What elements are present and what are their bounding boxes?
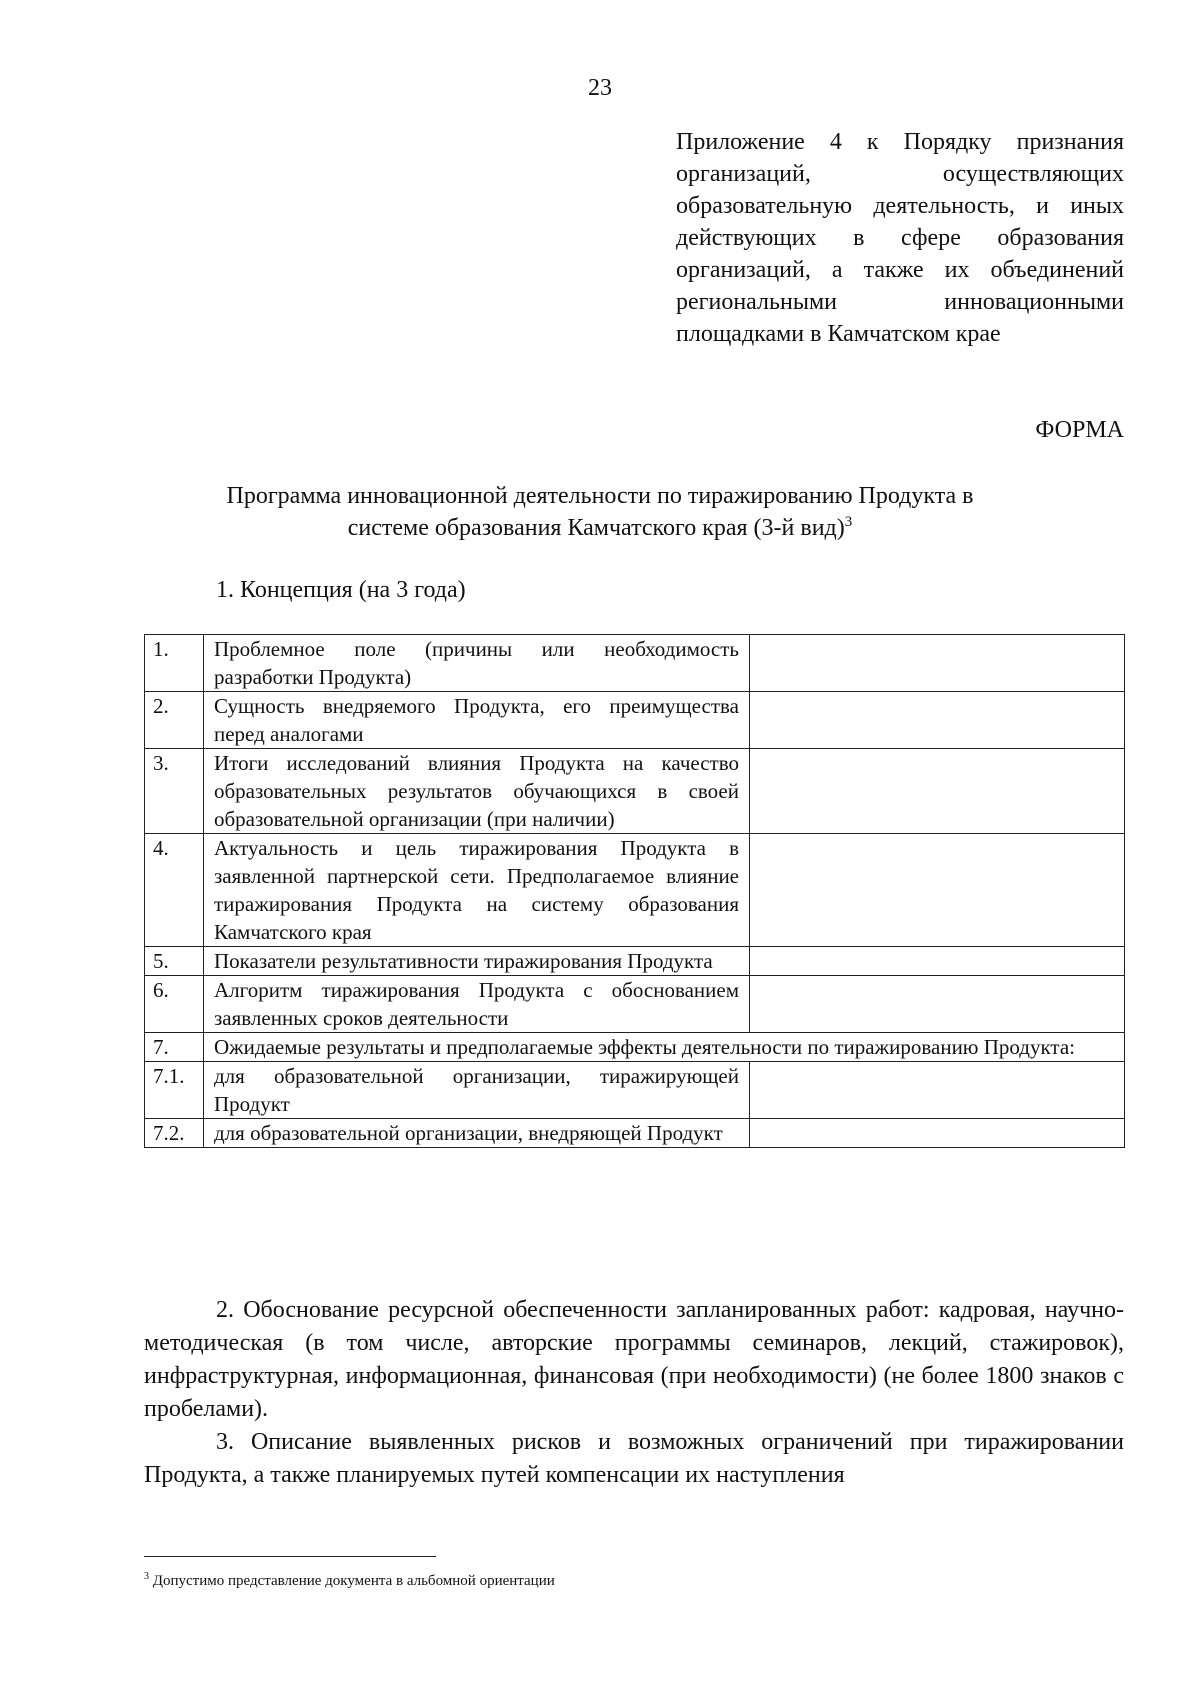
row-text: Проблемное поле (причины или необходимость разработки Продукта) [204,635,750,692]
row-text: Итоги исследований влияния Продукта на качество образовательных результатов обучающихся в своей образовательной организации (при наличии) [204,749,750,834]
row-number: 3. [145,749,204,834]
footnote [144,1567,555,1591]
form-label: ФОРМА [1035,417,1124,443]
title-line-2 [150,512,1050,544]
page-number: 23 [588,75,612,101]
row-value-cell[interactable] [750,692,1125,749]
table-row [145,947,1125,976]
concept-table-body [145,635,1125,1148]
row-value-cell[interactable] [750,635,1125,692]
row-value-cell[interactable] [750,1062,1125,1119]
table-subrow [145,1119,1125,1148]
row-value-cell[interactable] [750,976,1125,1033]
table-row [145,1033,1125,1062]
row-number: 7.2. [145,1119,204,1148]
footnote-text: Допустимо представление документа в альбомной ориентации [149,1573,555,1589]
table-row [145,749,1125,834]
table-row [145,834,1125,947]
appendix-note: Приложение 4 к Порядку признания организаций, осуществляющих образовательную деятельность, и иных действующих в сфере образования организаций, а также их объединений региональными инновационными площадками в Камчатском крае [676,129,1124,347]
row-text: для образовательной организации, тиражирующей Продукт [204,1062,750,1119]
body-text [144,1294,1124,1492]
row-number: 7.1. [145,1062,204,1119]
row-number: 5. [145,947,204,976]
document-title [150,480,1050,544]
row-number: 7. [145,1033,204,1062]
row-value-cell[interactable] [750,834,1125,947]
paragraph-2: 2. Обоснование ресурсной обеспеченности запланированных работ: кадровая, научно-методическая (в том числе, авторские программы семинаров, лекций, стажировок), инфраструктурная, информационная, финансовая (при необходимости) (не более 1800 знаков с пробелами). [144,1297,1124,1422]
table-row [145,635,1125,692]
footnote-rule [144,1556,436,1557]
row-text: Ожидаемые результаты и предполагаемые эффекты деятельности по тиражированию Продукта: [204,1033,1125,1062]
row-value-cell[interactable] [750,749,1125,834]
footnote-mark: 3 [144,1571,149,1582]
row-number: 6. [145,976,204,1033]
paragraph-3: 3. Описание выявленных рисков и возможных ограничений при тиражировании Продукта, а также планируемых путей компенсации их наступления [144,1429,1124,1488]
row-number: 1. [145,635,204,692]
table-subrow [145,1062,1125,1119]
title-footnote-mark: 3 [844,514,853,530]
section-1-heading: 1. Концепция (на 3 года) [216,577,466,603]
row-value-cell[interactable] [750,1119,1125,1148]
row-number: 4. [145,834,204,947]
row-text: Алгоритм тиражирования Продукта с обоснованием заявленных сроков деятельности [204,976,750,1033]
row-text: Сущность внедряемого Продукта, его преимущества перед аналогами [204,692,750,749]
table-row [145,692,1125,749]
title-line-1: Программа инновационной деятельности по тиражированию Продукта в [226,483,974,509]
row-text: Актуальность и цель тиражирования Продукта в заявленной партнерской сети. Предполагаемое влияние тиражирования Продукта на систему образования Камчатского края [204,834,750,947]
title-line-2-text: системе образования Камчатского края (3-й вид) [347,515,845,541]
concept-table [144,634,1125,1148]
row-text: для образовательной организации, внедряющей Продукт [204,1119,750,1148]
table-row [145,976,1125,1033]
row-value-cell[interactable] [750,947,1125,976]
row-number: 2. [145,692,204,749]
row-text: Показатели результативности тиражирования Продукта [204,947,750,976]
